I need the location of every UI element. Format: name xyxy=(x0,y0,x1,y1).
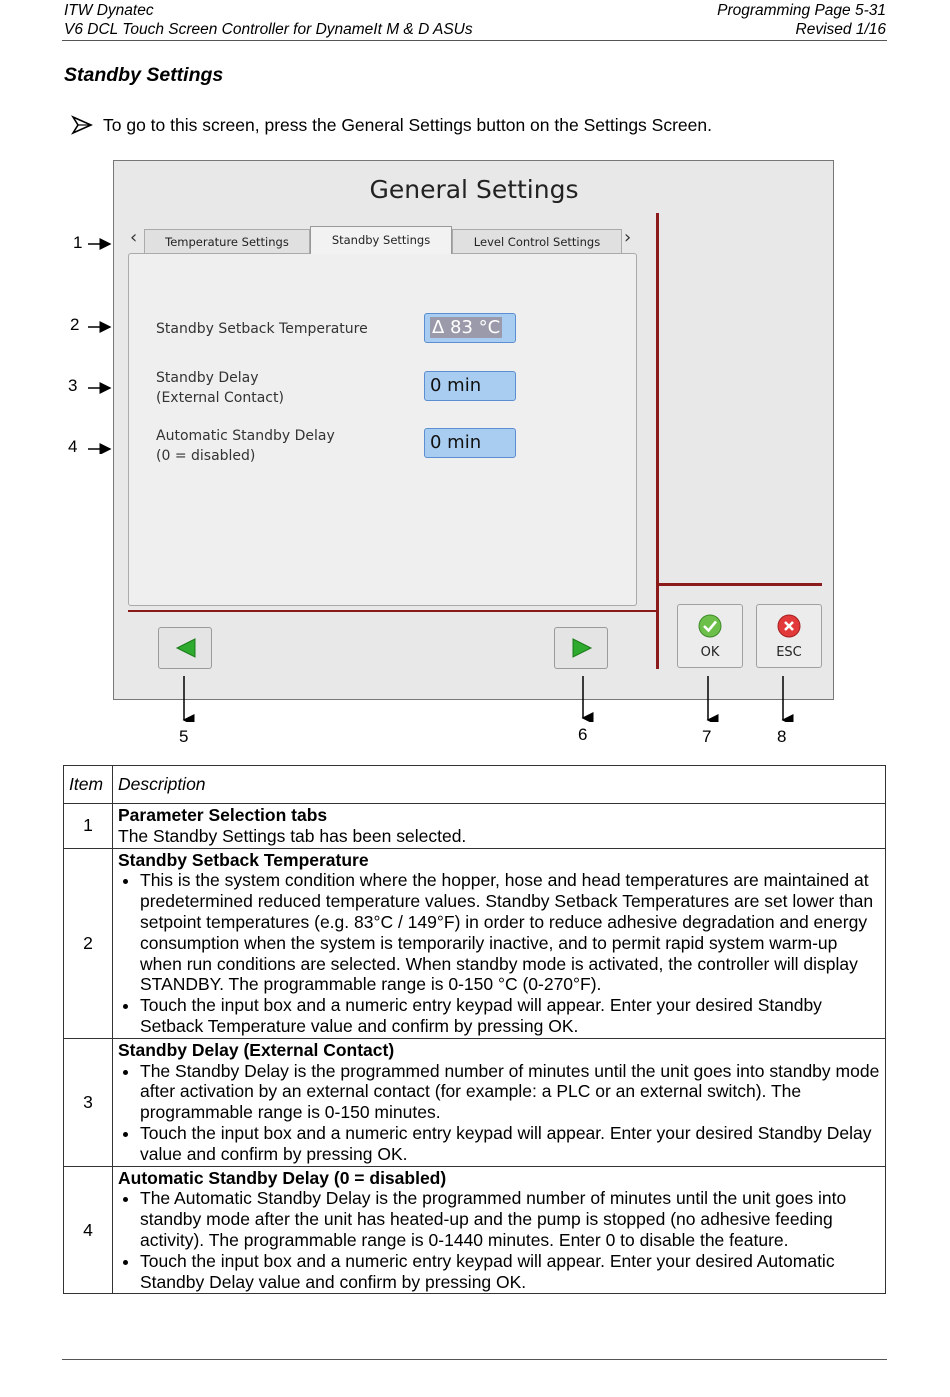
screen-title: General Settings xyxy=(369,175,579,204)
item-title: Standby Delay (External Contact) xyxy=(118,1039,395,1060)
callout-7: 7 xyxy=(702,727,712,746)
bullet-list xyxy=(118,870,880,1036)
checkmark-icon xyxy=(698,614,722,638)
tab-temperature-settings[interactable]: Temperature Settings xyxy=(144,229,310,253)
footer-divider xyxy=(62,1359,887,1360)
bullet-item: • This is the system condition where the hopper, hose and head temperatures are maintained at predetermined reduced temperature values. Standby Setback Temperatures are set lower than setpoint temperatures (e.g. 83°C / 149°F) in order to reduce adhesive degradation and energy consumption when the system is temporarily inactive, and to permit rapid system warm-up when run conditions are selected. When standby mode is activated, the controller will display STANDBY. The programmable range is 0-150 °C (0-270°F). xyxy=(140,870,880,995)
item-number: 3 xyxy=(64,1038,113,1166)
header-revision: Revised 1/16 xyxy=(795,21,886,38)
horizontal-divider-right xyxy=(658,583,822,586)
callout-3: 3 xyxy=(68,376,78,395)
arrow-bullet-icon xyxy=(71,114,93,136)
item-title: Parameter Selection tabs xyxy=(118,805,328,825)
table-row xyxy=(64,1038,886,1166)
description-table xyxy=(63,765,886,1294)
bullet-list xyxy=(118,1188,880,1292)
item-description xyxy=(113,1166,886,1294)
arrow-right-icon xyxy=(571,638,593,658)
header-divider xyxy=(62,40,887,41)
tab-scroll-right-icon[interactable]: › xyxy=(624,227,632,248)
item-number: 4 xyxy=(64,1166,113,1294)
ok-label: OK xyxy=(700,645,720,660)
callout-5: 5 xyxy=(179,727,189,746)
item-number: 1 xyxy=(64,804,113,849)
bullet-item: • Touch the input box and a numeric entry keypad will appear. Enter your desired Automatic Standby Delay value and confirm by pressing OK. xyxy=(140,1251,880,1293)
next-page-button[interactable] xyxy=(554,627,608,669)
callout-4: 4 xyxy=(68,437,78,456)
header-page: Programming Page 5-31 xyxy=(717,2,886,19)
section-title: Standby Settings xyxy=(64,64,224,86)
intro-line xyxy=(71,114,712,136)
table-row xyxy=(64,804,886,849)
table-row xyxy=(64,848,886,1038)
header-company: ITW Dynatec xyxy=(64,2,154,19)
auto-standby-delay-label xyxy=(156,426,335,466)
table-header-row xyxy=(64,766,886,804)
auto-standby-delay-label-line2: (0 = disabled) xyxy=(156,448,256,464)
standby-delay-input[interactable]: 0 min xyxy=(424,371,516,401)
standby-delay-label-line1: Standby Delay xyxy=(156,370,259,386)
screen-capture xyxy=(113,160,834,700)
standby-delay-label-line2: (External Contact) xyxy=(156,390,284,406)
item-description xyxy=(113,848,886,1038)
item-title: Standby Setback Temperature xyxy=(118,849,369,870)
col-item-header: Item xyxy=(64,766,113,804)
callout-1: 1 xyxy=(73,233,83,252)
tab-standby-settings[interactable]: Standby Settings xyxy=(310,226,452,254)
header-product: V6 DCL Touch Screen Controller for DynameIt M & D ASUs xyxy=(64,21,473,38)
callout-6: 6 xyxy=(578,725,588,744)
auto-standby-delay-label-line1: Automatic Standby Delay xyxy=(156,428,335,444)
bullet-list xyxy=(118,1061,880,1165)
bullet-item: • The Standby Delay is the programmed number of minutes until the unit goes into standby mode after activation by an external contact (for example: a PLC or an external switch). The programmable range is 0-150 minutes. xyxy=(140,1061,880,1123)
arrow-left-icon xyxy=(175,638,197,658)
standby-setback-value: Δ 83 °C xyxy=(432,317,501,338)
previous-page-button[interactable] xyxy=(158,627,212,669)
cancel-icon xyxy=(777,614,801,638)
bullet-item: • Touch the input box and a numeric entry keypad will appear. Enter your desired Standby Delay value and confirm by pressing OK. xyxy=(140,1123,880,1165)
standby-setback-input[interactable] xyxy=(424,313,516,343)
left-callout-arrows xyxy=(86,234,112,454)
tab-scroll-left-icon[interactable]: ‹ xyxy=(130,227,138,248)
bullet-item: • Touch the input box and a numeric entry keypad will appear. Enter your desired Standby Setback Temperature value and confirm by pressing OK. xyxy=(140,995,880,1037)
item-title: Automatic Standby Delay (0 = disabled) xyxy=(118,1167,447,1188)
item-description xyxy=(113,1038,886,1166)
bullet-item: • The Automatic Standby Delay is the programmed number of minutes until the unit goes into standby mode after the unit has heated-up and the pump is stopped (no adhesive feeding activity). The programmable range is 0-1440 minutes. Enter 0 to disable the feature. xyxy=(140,1188,880,1250)
vertical-divider xyxy=(656,213,659,669)
horizontal-divider-left xyxy=(128,610,658,612)
callout-2: 2 xyxy=(70,315,80,334)
intro-text: To go to this screen, press the General Settings button on the Settings Screen. xyxy=(103,114,712,135)
standby-setback-label-text: Standby Setback Temperature xyxy=(156,321,368,337)
item-text: The Standby Settings tab has been selected. xyxy=(118,825,467,846)
col-description-header: Description xyxy=(113,766,886,804)
tab-level-control-settings[interactable]: Level Control Settings xyxy=(452,229,622,253)
standby-setback-label xyxy=(156,319,368,339)
page-header-right xyxy=(717,1,886,39)
table-row xyxy=(64,1166,886,1294)
ok-button[interactable] xyxy=(677,604,743,668)
esc-button[interactable] xyxy=(756,604,822,668)
esc-label: ESC xyxy=(776,645,802,660)
standby-delay-label xyxy=(156,368,284,408)
auto-standby-delay-input[interactable]: 0 min xyxy=(424,428,516,458)
bottom-callout-arrows xyxy=(170,672,800,722)
callout-8: 8 xyxy=(777,727,787,746)
item-description xyxy=(113,804,886,849)
page-header-left xyxy=(64,1,473,39)
item-number: 2 xyxy=(64,848,113,1038)
